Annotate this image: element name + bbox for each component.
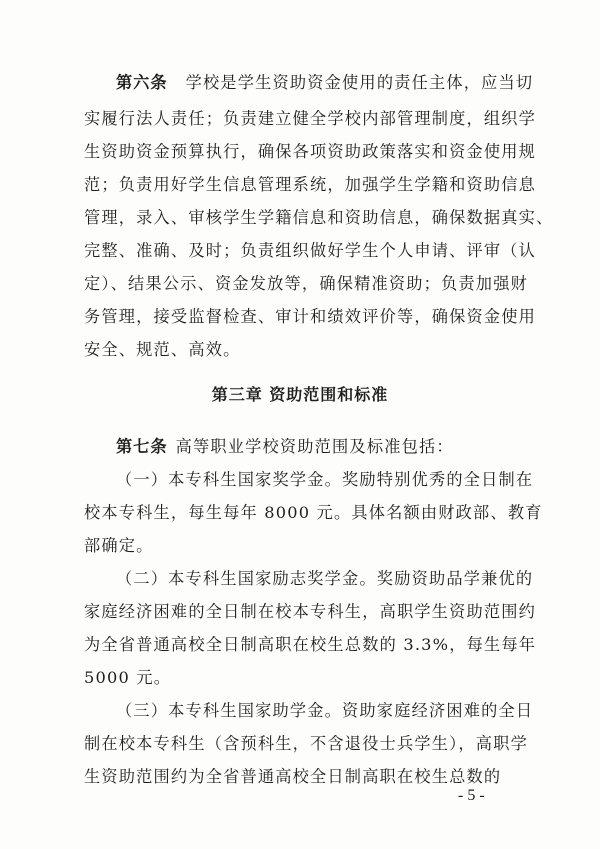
article6-line-0: 学校是学生资助资金使用的责任主体，应当切 [185, 73, 534, 92]
article6-line-5: 完整、准确、及时；负责组织做好学生个人申请、评审（认 [84, 241, 537, 260]
article7-item3-line-1: 制在校本专科生（含预科生，不含退役士兵学生），高职学 [84, 734, 528, 753]
article6-line-8: 安全、规范、高效。 [84, 340, 241, 359]
article6-line-6: 定）、结果公示、资金发放等，确保精准资助；负责加强财 [84, 274, 528, 293]
article7-label: 第七条 [116, 437, 168, 456]
article7-item2-line-2: 为全省普通高校全日制高职在校生总数的 3.3%，每生每年 [84, 635, 537, 654]
page-number: - 5 - [458, 787, 485, 804]
article7-intro-line [116, 436, 524, 458]
article7-item1-line-1: 校本专科生，每生每年 8000 元。具体名额由财政部、教育 [84, 503, 543, 522]
article7-intro: 高等职业学校资助范围及标准包括： [175, 437, 454, 456]
article7-item1-line-0: （一）本专科生国家奖学金。奖励特别优秀的全日制在 [116, 470, 534, 489]
article7-item2-line-0: （二）本专科生国家励志奖学金。奖励资助品学兼优的 [116, 569, 534, 588]
article6-line-7: 务管理，接受监督检查、审计和绩效评价等，确保资金使用 [84, 307, 537, 326]
article6-line-4: 管理，录入、审核学生学籍信息和资助信息，确保数据真实、 [84, 208, 554, 227]
article7-item3-line-2: 生资助范围约为全省普通高校全日制高职在校生总数的 [84, 767, 502, 786]
article6-first-line [116, 72, 534, 94]
article7-item2-line-3: 5000 元。 [84, 668, 172, 687]
article6-line-1: 实履行法人责任；负责建立健全学校内部管理制度，组织学 [84, 109, 537, 128]
chapter-title: 第三章 资助范围和标准 [211, 385, 389, 404]
article6-line-2: 生资助资金预算执行，确保各项资助政策落实和资金使用规 [84, 142, 537, 161]
article7-item1-line-2: 部确定。 [84, 536, 154, 555]
article6-label: 第六条 [116, 73, 168, 92]
article7-item2-line-1: 家庭经济困难的全日制在校本专科生，高职学生资助范围约 [84, 602, 537, 621]
article7-item3-line-0: （三）本专科生国家助学金。资助家庭经济困难的全日 [116, 701, 534, 720]
article6-line-3: 范；负责用好学生信息管理系统，加强学生学籍和资助信息 [84, 175, 537, 194]
